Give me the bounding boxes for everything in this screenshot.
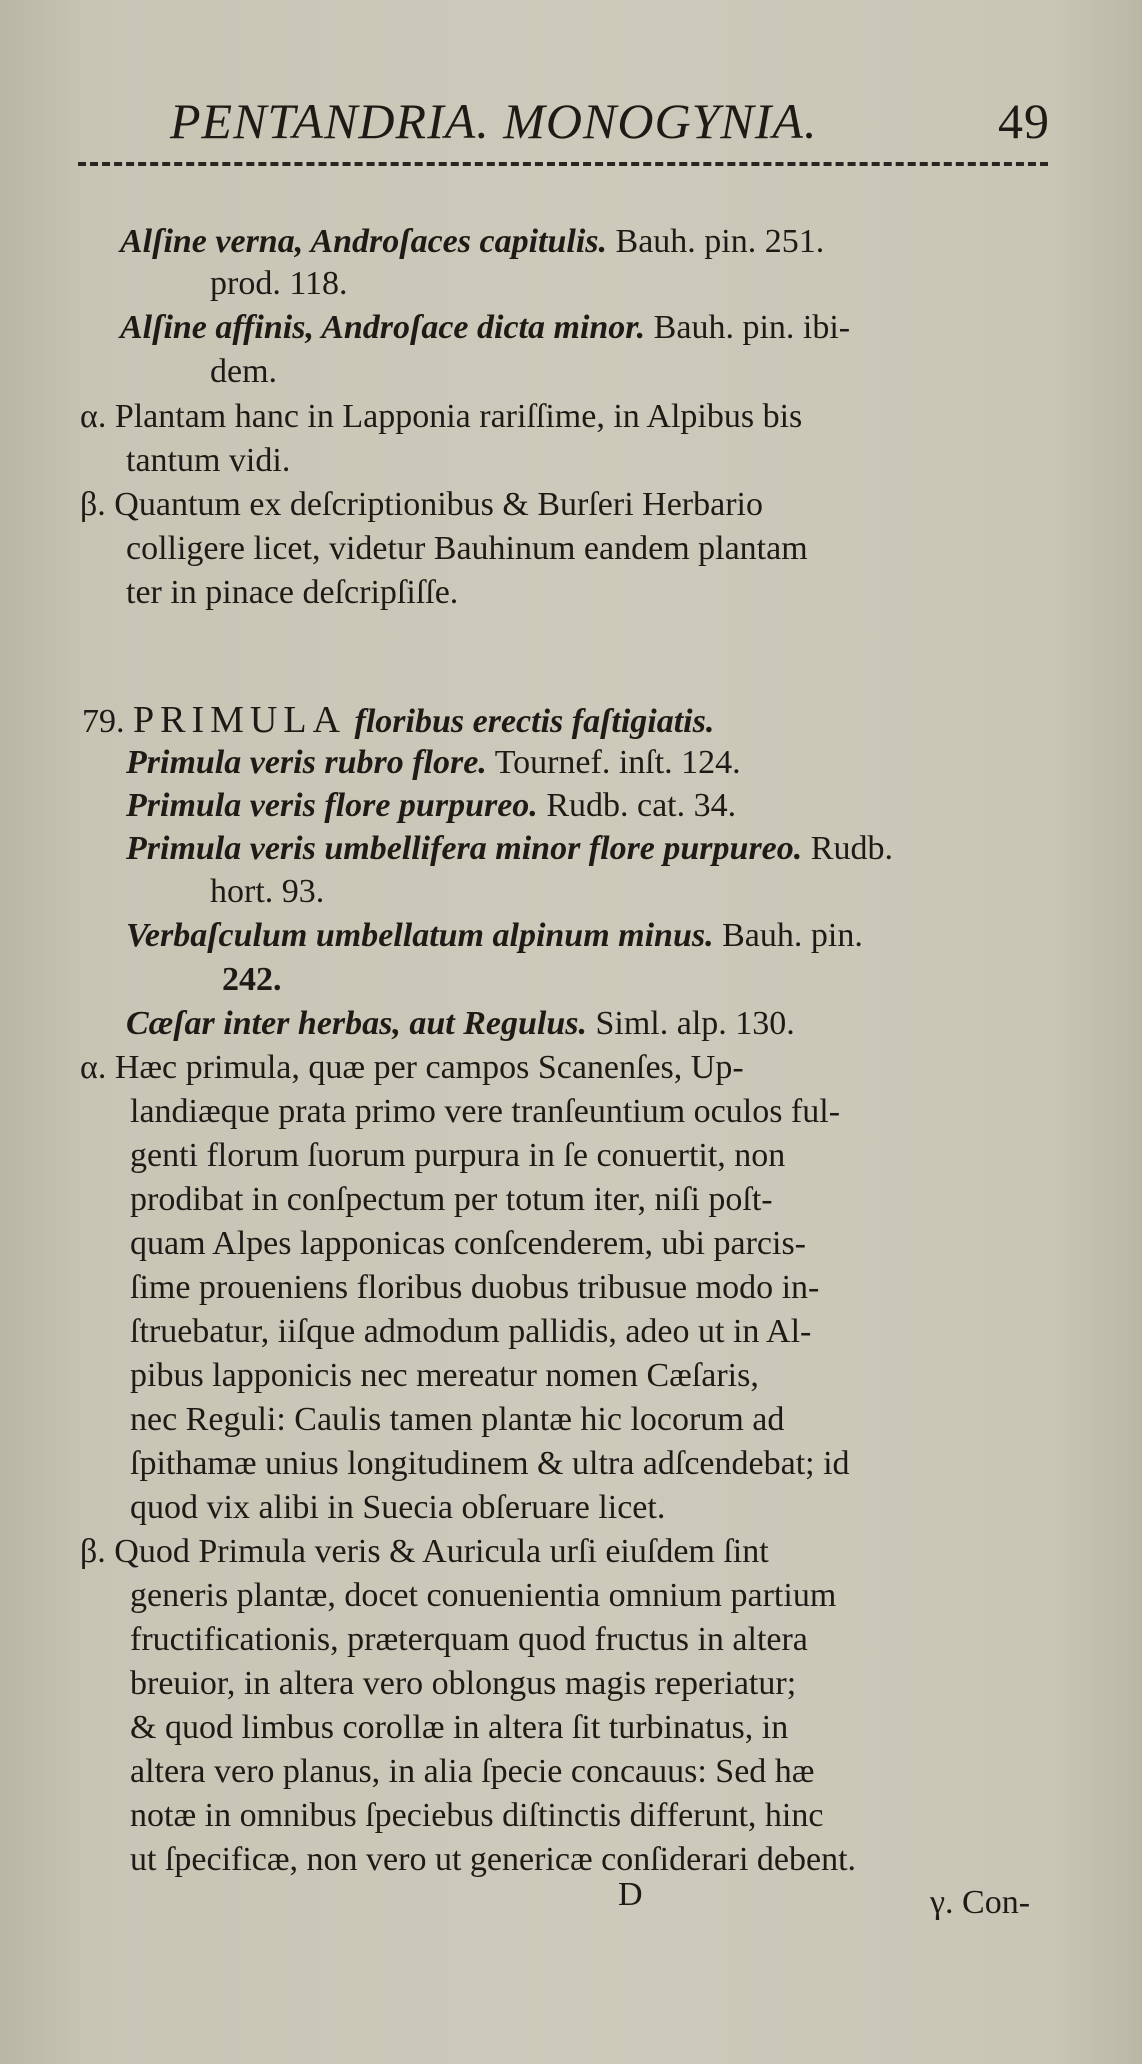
synonym-line [126,916,863,956]
text-line: hort. 93. [210,873,325,910]
text-line: dem. [210,353,278,390]
text-line: 242. [222,961,282,998]
text-line: notæ in omnibus ſpeciebus diſtinctis differunt, hinc [130,1797,824,1834]
synonym-line [126,786,736,826]
running-header [170,92,1050,152]
text-line: α. Plantam hanc in Lapponia rariſſime, in Alpibus bis [80,398,803,435]
header-rule [78,162,1048,166]
text-line: & quod limbus corollæ in altera ſit turbinatus, in [130,1709,789,1746]
species-diagnosis: floribus erectis faſtigiatis. [346,703,715,740]
text-line: α. Hæc primula, quæ per campos Scanenſes, Up- [80,1049,744,1086]
text-line: landiæque prata primo vere tranſeuntium oculos ful- [130,1093,841,1130]
synonym-name: Primula veris flore purpureo. [126,787,538,824]
species-number: 79. [82,703,133,740]
synonym-name: Primula veris rubro flore. [126,744,487,781]
synonym-line [120,222,824,262]
text-line: β. Quantum ex deſcriptionibus & Burſeri Herbario [80,486,763,523]
text-line: prod. 118. [210,265,348,302]
synonym-reference: Bauh. pin. 251. [607,223,825,260]
text-line: tantum vidi. [126,442,291,479]
synonym-reference: Rudb. cat. 34. [537,787,737,824]
text-line: ſime proueniens floribus duobus tribusue modo in- [130,1269,820,1306]
text-line: ter in pinace deſcripſiſſe. [126,574,459,611]
text-line: quam Alpes lapponicas conſcenderem, ubi parcis- [130,1225,806,1262]
synonym-line [126,829,893,869]
genus-name: PRIMULA [133,699,347,741]
text-line: genti florum ſuorum purpura in ſe conuertit, non [130,1137,786,1174]
text-line: β. Quod Primula veris & Auricula urſi eiuſdem ſint [80,1533,769,1570]
text-line: breuior, in altera vero oblongus magis reperiatur; [130,1665,797,1702]
synonym-name: Alſine verna, Androſaces capitulis. [120,223,608,260]
species-heading [82,700,714,742]
synonym-name: Alſine affinis, Androſace dicta minor. [120,309,646,346]
synonym-name: Verbaſculum umbellatum alpinum minus. [126,917,714,954]
synonym-name: Cæſar inter herbas, aut Regulus. [126,1005,587,1042]
text-line: pibus lapponicis nec mereatur nomen Cæſaris, [130,1357,759,1394]
synonym-line [126,743,741,783]
text-line: ſpithamæ unius longitudinem & ultra adſcendebat; id [130,1445,850,1482]
synonym-reference: Bauh. pin. [713,917,863,954]
synonym-reference: Siml. alp. 130. [587,1005,795,1042]
text-line: fructificationis, præterquam quod fructus in altera [130,1621,808,1658]
text-line: ſtruebatur, iiſque admodum pallidis, adeo ut in Al- [130,1313,812,1350]
catchword: γ. Con- [930,1884,1031,1921]
page-number: 49 [998,93,1050,149]
synonym-reference: Tournef. inſt. 124. [486,744,741,781]
running-title: PENTANDRIA. MONOGYNIA. [170,93,818,149]
synonym-reference: Rudb. [802,830,893,867]
text-line: colligere licet, videtur Bauhinum eandem plantam [126,530,808,567]
text-line: ut ſpecificæ, non vero ut genericæ conſiderari debent. [130,1841,857,1878]
signature-mark: D [618,1876,643,1913]
synonym-line [126,1004,795,1044]
text-line: generis plantæ, docet conuenientia omnium partium [130,1577,837,1614]
text-line: altera vero planus, in alia ſpecie concauus: Sed hæ [130,1753,815,1790]
synonym-name: Primula veris umbellifera minor flore purpureo. [126,830,803,867]
text-line: quod vix alibi in Suecia obſeruare licet. [130,1489,666,1526]
text-line: nec Reguli: Caulis tamen plantæ hic locorum ad [130,1401,785,1438]
synonym-line [120,308,850,348]
text-line: prodibat in conſpectum per totum iter, niſi poſt- [130,1181,773,1218]
synonym-reference: Bauh. pin. ibi- [645,309,851,346]
